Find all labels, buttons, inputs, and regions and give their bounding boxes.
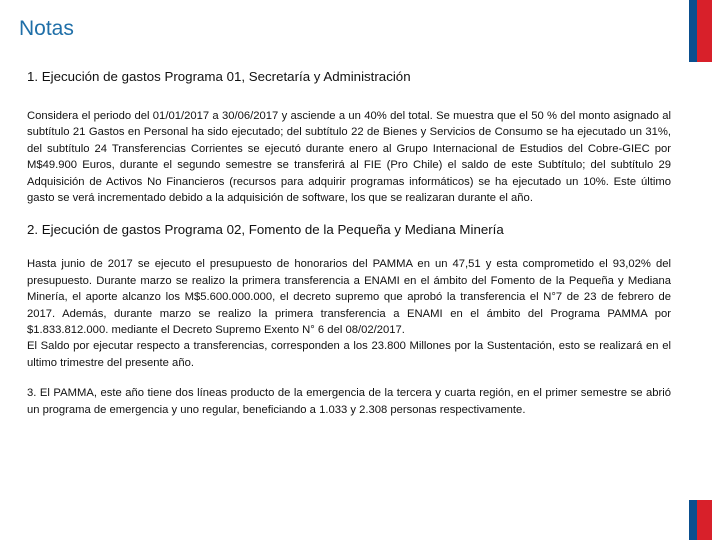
section-2-heading: 2. Ejecución de gastos Programa 02, Fomento de la Pequeña y Mediana Minería — [27, 222, 504, 238]
slide-title: Notas — [19, 17, 74, 40]
notes-content — [27, 68, 671, 418]
section-1-heading: 1. Ejecución de gastos Programa 01, Secretaría y Administración — [27, 69, 411, 84]
section-1-paragraph: Considera el periodo del 01/01/2017 a 30/06/2017 y asciende a un 40% del total. Se muestra que el 50 % del monto asignado al subtítulo 21 Gastos en Personal ha sido ejecutado; del subtítulo 22 de Bienes y Servicios de Consumo se ha ejecutado un 31%, del subtítulo 24 Transferencias Corrientes se ejecutó durante enero al Grupo Internacional de Estudios del Cobre-GIEC por M$49.900 Euros, durante el segundo semestre se transferirá al FIE (Pro Chile) el saldo de este Subtítulo; del subtítulo 29 Adquisición de Activos No Financieros (recursos para adquirir programas informáticos) se ha ejecutado un 10%. Este último gasto se verá incrementado debido a la adquisición de software, los que se realizaran durante el año. — [27, 110, 671, 205]
flag-blue-band — [689, 500, 697, 540]
flag-blue-band — [689, 0, 697, 62]
flag-red-band — [697, 0, 712, 62]
section-2-paragraph-2: El Saldo por ejecutar respecto a transferencias, corresponden a los 23.800 Millones por la Sustentación, esto se realizará en el ultimo trimestre del presente año. — [27, 340, 671, 369]
section-3-paragraph: 3. El PAMMA, este año tiene dos líneas producto de la emergencia de la tercera y cuarta región, en el primer semestre se abrió un programa de emergencia y uno regular, beneficiando a 1.033 y 2.308 personas respectivamente. — [27, 387, 671, 416]
flag-stripe-top — [689, 0, 712, 62]
flag-stripe-bottom — [689, 500, 712, 540]
flag-red-band — [697, 500, 712, 540]
section-2-paragraph-1: Hasta junio de 2017 se ejecuto el presupuesto de honorarios del PAMMA en un 47,51 y esta comprometido el 93,02% del presupuesto. Durante marzo se realizo la primera transferencia a ENAMI en el ámbito del Fomento de la Pequeña y Mediana Minería, el aporte alcanzo los M$5.600.000.000, el decreto supremo que aprobó la transferencia el N°7 de 23 de febrero de 2017. Además, durante marzo se realizo la primera transferencia a ENAMI en el ámbito del Programa PAMMA por $1.833.812.000. mediante el Decreto Supremo Exento N° 6 del 08/02/2017. — [27, 258, 671, 337]
